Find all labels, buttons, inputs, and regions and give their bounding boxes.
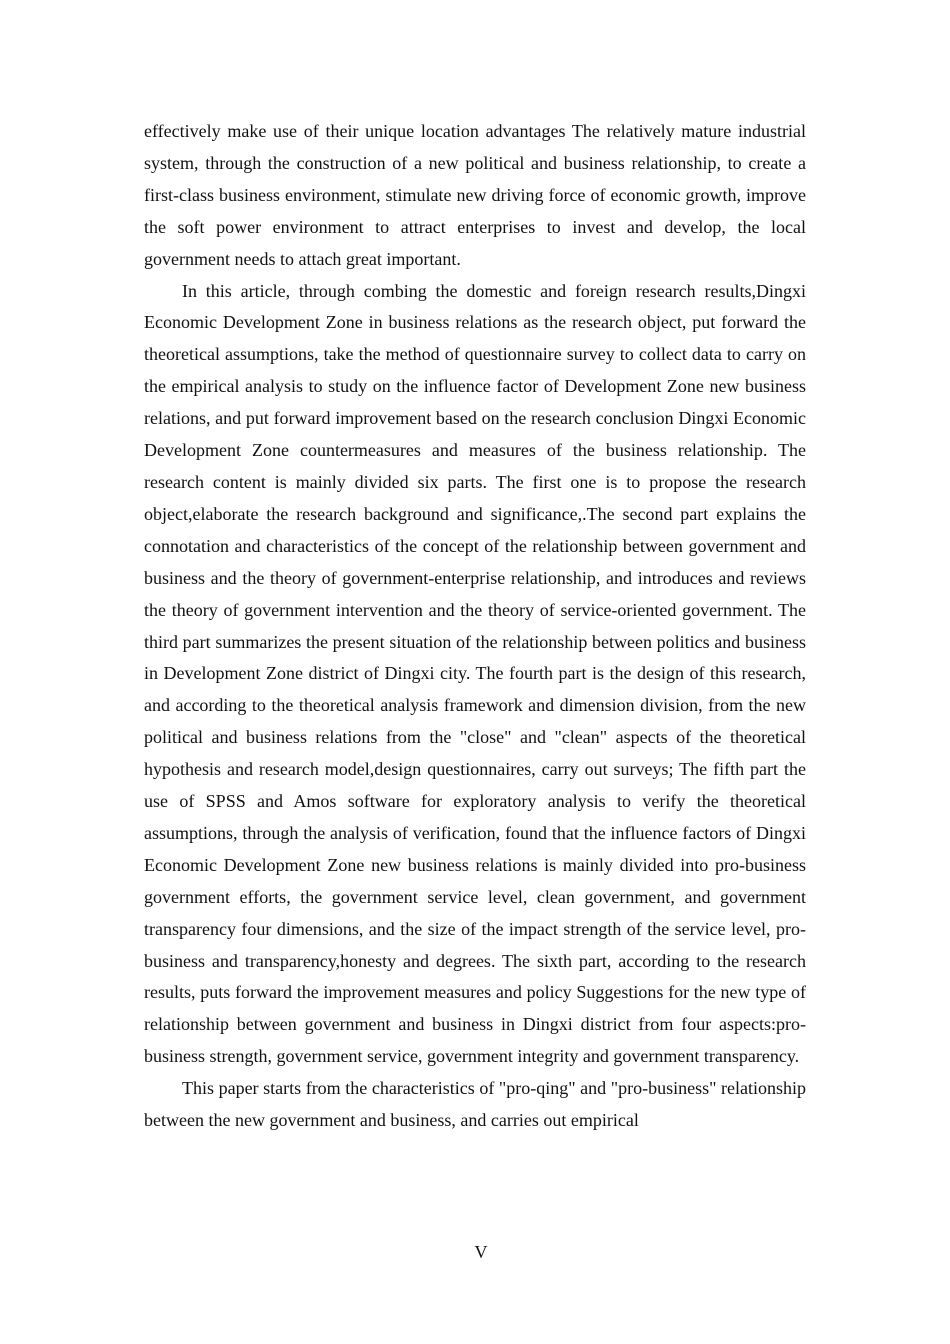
paragraph-continuation: effectively make use of their unique location advantages The relatively mature industrial system, through the construction of a new political and business relationship, to create a first-class business environment, stimulate new driving force of economic growth, improve the soft power environment to attract enterprises to invest and develop, the local government needs to attach great important.	[144, 121, 806, 269]
body-text	[144, 116, 806, 1137]
paragraph-starting-point: This paper starts from the characteristics of "pro-qing" and "pro-business" relationship between the new government and business, and carries out empirical	[144, 1078, 806, 1131]
page-number: V	[474, 1242, 488, 1262]
paragraph-research-overview: In this article, through combing the domestic and foreign research results,Dingxi Economic Development Zone in business relations as the research object, put forward the theoretical assumptions, take the method of questionnaire survey to collect data to carry on the empirical analysis to study on the influence factor of Development Zone new business relations, and put forward improvement based on the research conclusion Dingxi Economic Development Zone countermeasures and measures of the business relationship. The research content is mainly divided six parts. The first one is to propose the research object,elaborate the research background and significance,.The second part explains the connotation and characteristics of the concept of the relationship between government and business and the theory of government-enterprise relationship, and introduces and reviews the theory of government intervention and the theory of service-oriented government. The third part summarizes the present situation of the relationship between politics and business in Development Zone district of Dingxi city. The fourth part is the design of this research, and according to the theoretical analysis framework and dimension division, from the new political and business relations from the "close" and "clean" aspects of the theoretical hypothesis and research model,design questionnaires, carry out surveys; The fifth part the use of SPSS and Amos software for exploratory analysis to verify the theoretical assumptions, through the analysis of verification, found that the influence factors of Dingxi Economic Development Zone new business relations is mainly divided into pro-business government efforts, the government service level, clean government, and government transparency four dimensions, and the size of the impact strength of the service level, pro-business and transparency,honesty and degrees. The sixth part, according to the research results, puts forward the improvement measures and policy Suggestions for the new type of relationship between government and business in Dingxi district from four aspects:pro-business strength, government service, government integrity and government transparency.	[144, 280, 806, 1067]
